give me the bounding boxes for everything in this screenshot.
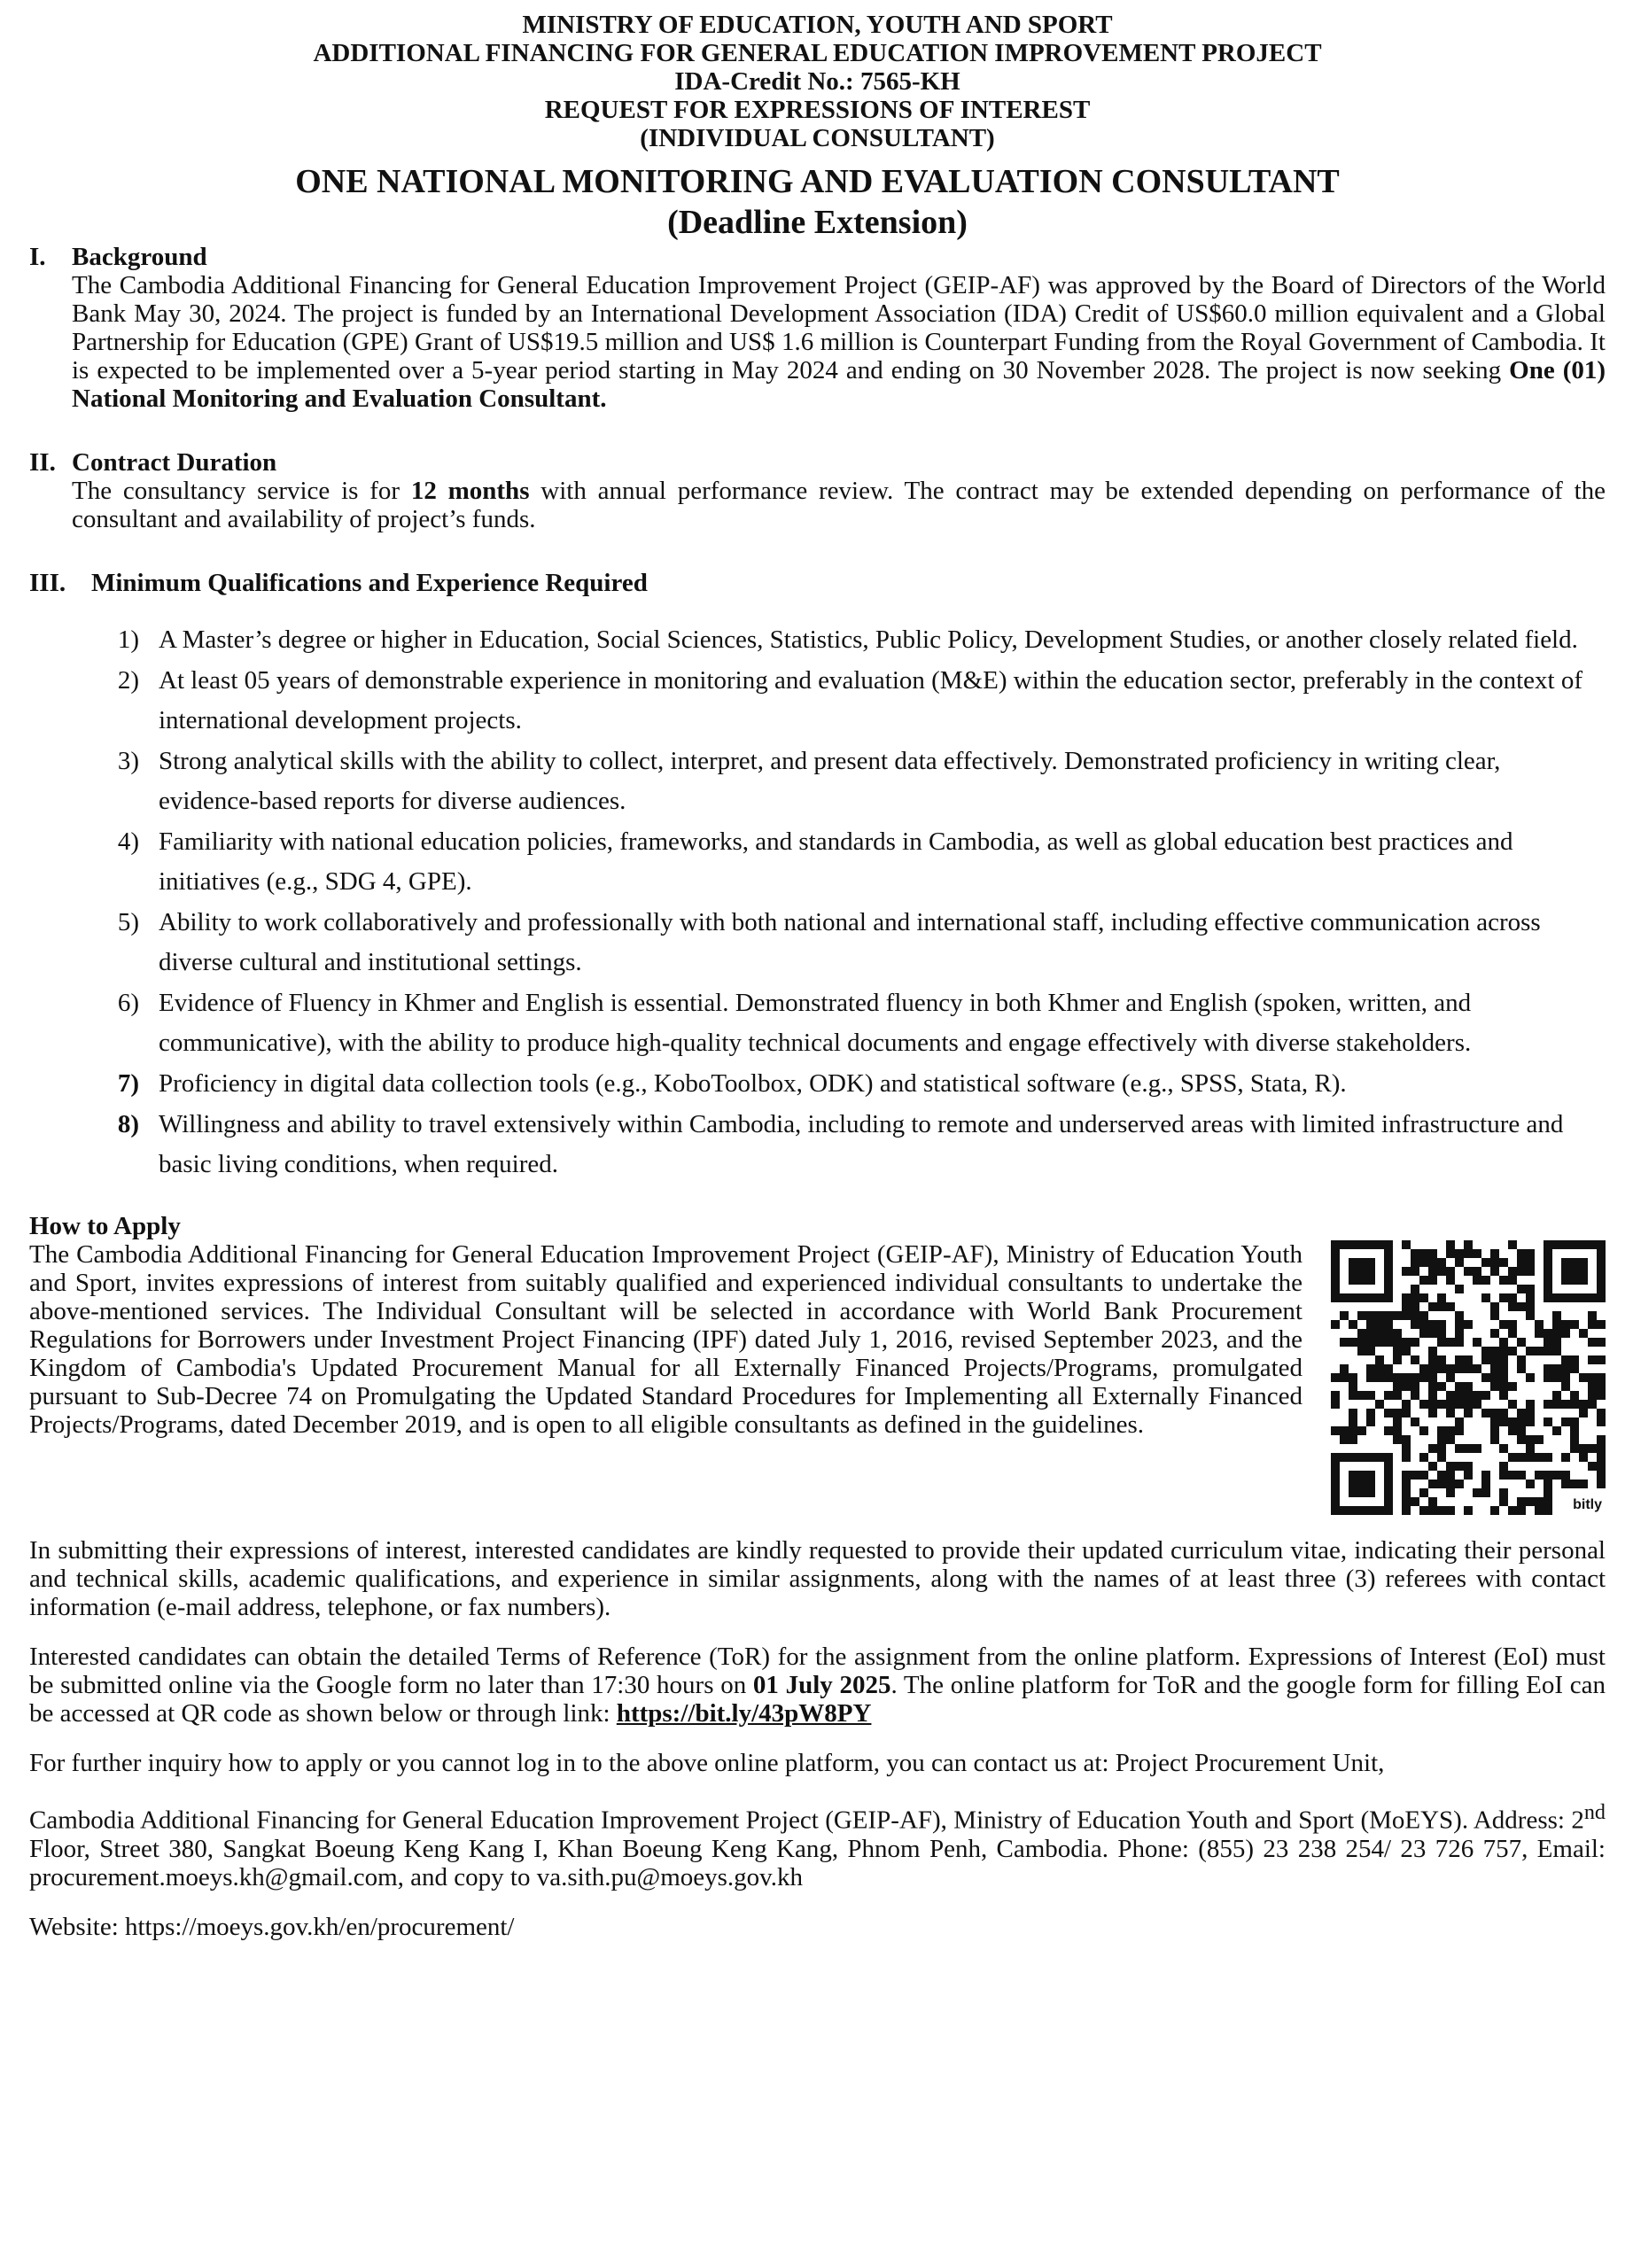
list-item: [29, 661, 1606, 741]
document-header: [29, 11, 1606, 243]
background-body: The Cambodia Additional Financing for General Education Improvement Project (GEIP-AF) was approved by the Board of Directors of the World Bank May 30, 2024. The project is funded by an International Development Association (IDA) Credit of US$60.0 million equivalent and a Global Partnership for Education (GPE) Grant of US$19.5 million and US$ 1.6 million is Counterpart Funding from the Royal Government of Cambodia. It is expected to be implemented over a 5-year period starting in May 2024 and ending on 30 November 2028. The project is now seeking: [72, 271, 1606, 384]
qr-code-image: [1331, 1240, 1606, 1515]
contract-text: [29, 477, 1606, 533]
item-text: Strong analytical skills with the ability to collect, interpret, and present data effectively. Demonstrated proficiency in writing clear, evidence-based reports for diverse audiences.: [159, 747, 1501, 815]
contact-text-b: Floor, Street 380, Sangkat Boeung Keng Kang I, Khan Boeung Keng Kang, Phnom Penh, Cambodia. Phone: (855) 23 238 254/ 23 726 757, Email: procurement.moeys.kh@gmail.com, and copy to va.sith.pu@moeys.gov.kh: [29, 1834, 1606, 1891]
item-text: At least 05 years of demonstrable experience in monitoring and evaluation (M&E) within the education sector, preferably in the context of international development projects.: [159, 666, 1583, 734]
list-item: [29, 742, 1606, 821]
floor-superscript: nd: [1583, 1800, 1606, 1824]
bitly-logo: bitly: [1573, 1497, 1602, 1512]
background-body-bold: One (01) National Monitoring and Evaluation Consultant.: [72, 356, 1606, 413]
ministry-name: MINISTRY OF EDUCATION, YOUTH AND SPORT: [522, 11, 1113, 39]
section-number: III.: [29, 569, 66, 597]
list-item: [29, 903, 1606, 983]
credit-number: IDA-Credit No.: 7565-KH: [674, 67, 960, 96]
contact-text-a: Cambodia Additional Financing for General Education Improvement Project (GEIP-AF), Ministry of Education Youth and Sport (MoEYS). Address: 2: [29, 1806, 1584, 1835]
item-number: 8): [117, 1110, 139, 1138]
contract-heading: [29, 448, 1606, 477]
background-text: [29, 271, 1606, 413]
item-number: 1): [117, 625, 139, 654]
item-text: Willingness and ability to travel extensively within Cambodia, including to remote and underserved areas with limited infrastructure and basic living conditions, when required.: [159, 1110, 1564, 1178]
item-text: Evidence of Fluency in Khmer and English is essential. Demonstrated fluency in both Khmer and English (spoken, written, and communicative), with the ability to produce high-quality technical documents and engage effectively with diverse stakeholders.: [159, 989, 1472, 1057]
item-number: 2): [117, 666, 139, 695]
section-number: II.: [29, 448, 56, 477]
apply-p3-a: Interested candidates can obtain the detailed Terms of Reference (ToR) for the assignment from the online platform. Expressions of Interest (EoI) must be submitted online via the Google form no later than 17:30 hours on: [29, 1643, 1606, 1699]
apply-p3-b: . The online platform for ToR and the google form for filling EoI can be accessed at QR code as shown below or through link:: [29, 1671, 1606, 1728]
apply-paragraph-2: In submitting their expressions of interest, interested candidates are kindly requested to provide their updated curriculum vitae, indicating their personal and technical skills, academic qualifications, and experience in similar assignments, along with the names of at least three (3) referees with contact information (e-mail address, telephone, or fax numbers).: [29, 1536, 1606, 1621]
tor-link[interactable]: https://bit.ly/43pW8PY: [616, 1699, 872, 1728]
list-item: [29, 822, 1606, 902]
apply-paragraph-4: For further inquiry how to apply or you cannot log in to the above online platform, you can contact us at: Project Procurement Unit,: [29, 1749, 1385, 1777]
qualifications-list: [29, 620, 1606, 1184]
section-number: I.: [29, 243, 46, 271]
page-title: ONE NATIONAL MONITORING AND EVALUATION CONSULTANT: [295, 163, 1340, 200]
consultant-type: (INDIVIDUAL CONSULTANT): [640, 124, 995, 152]
item-number: 5): [117, 908, 139, 936]
background-heading: [29, 243, 1606, 271]
item-text: Ability to work collaboratively and professionally with both national and international staff, including effective communication across diverse cultural and institutional settings.: [159, 908, 1541, 976]
website-line: Website: https://moeys.gov.kh/en/procurement/: [29, 1912, 515, 1941]
page-subtitle: (Deadline Extension): [667, 204, 968, 241]
project-name: ADDITIONAL FINANCING FOR GENERAL EDUCATION IMPROVEMENT PROJECT: [313, 39, 1322, 67]
list-item: [29, 620, 1606, 660]
section-title: Background: [72, 243, 207, 271]
contract-body-b: with annual performance review. The contract may be extended depending on performance of the consultant and availability of project’s funds.: [72, 477, 1606, 533]
contract-duration: 12 months: [410, 477, 530, 505]
contact-paragraph: [29, 1798, 1606, 1891]
item-number: 7): [117, 1069, 139, 1098]
section-title: Contract Duration: [72, 448, 277, 477]
item-text: Proficiency in digital data collection tools (e.g., KoboToolbox, ODK) and statistical software (e.g., SPSS, Stata, R).: [159, 1069, 1347, 1098]
section-title: Minimum Qualifications and Experience Required: [91, 569, 648, 597]
item-text: A Master’s degree or higher in Education, Social Sciences, Statistics, Public Policy, Development Studies, or another closely related field.: [159, 625, 1578, 654]
item-number: 3): [117, 747, 139, 775]
list-item: [29, 1064, 1606, 1104]
list-item: [29, 983, 1606, 1063]
how-to-apply-section: [29, 1212, 1606, 1515]
how-to-apply-heading: How to Apply: [29, 1212, 181, 1240]
qualifications-heading: [29, 569, 1606, 597]
list-item: [29, 1105, 1606, 1184]
item-number: 6): [117, 989, 139, 1017]
qr-code[interactable]: [1331, 1240, 1606, 1515]
request-title: REQUEST FOR EXPRESSIONS OF INTEREST: [544, 96, 1091, 124]
deadline-date: 01 July 2025: [752, 1671, 891, 1699]
apply-paragraph-1: The Cambodia Additional Financing for General Education Improvement Project (GEIP-AF), Ministry of Education Youth and Sport, invites expressions of interest from suitably qualified and experienced individual consultants to undertake the above-mentioned services. The Individual Consultant will be selected in accordance with World Bank Procurement Regulations for Borrowers under Investment Project Financing (IPF) dated July 1, 2016, revised September 2023, and the Kingdom of Cambodia's Updated Procurement Manual for all Externally Financed Projects/Programs, promulgated pursuant to Sub-Decree 74 on Promulgating the Updated Standard Procedures for Implementing all Externally Financed Projects/Programs, dated December 2019, and is open to all eligible consultants as defined in the guidelines.: [29, 1240, 1303, 1439]
contract-body-a: The consultancy service is for: [72, 477, 411, 505]
apply-paragraph-3: [29, 1643, 1606, 1728]
item-text: Familiarity with national education policies, frameworks, and standards in Cambodia, as well as global education best practices and initiatives (e.g., SDG 4, GPE).: [159, 827, 1513, 896]
item-number: 4): [117, 827, 139, 856]
